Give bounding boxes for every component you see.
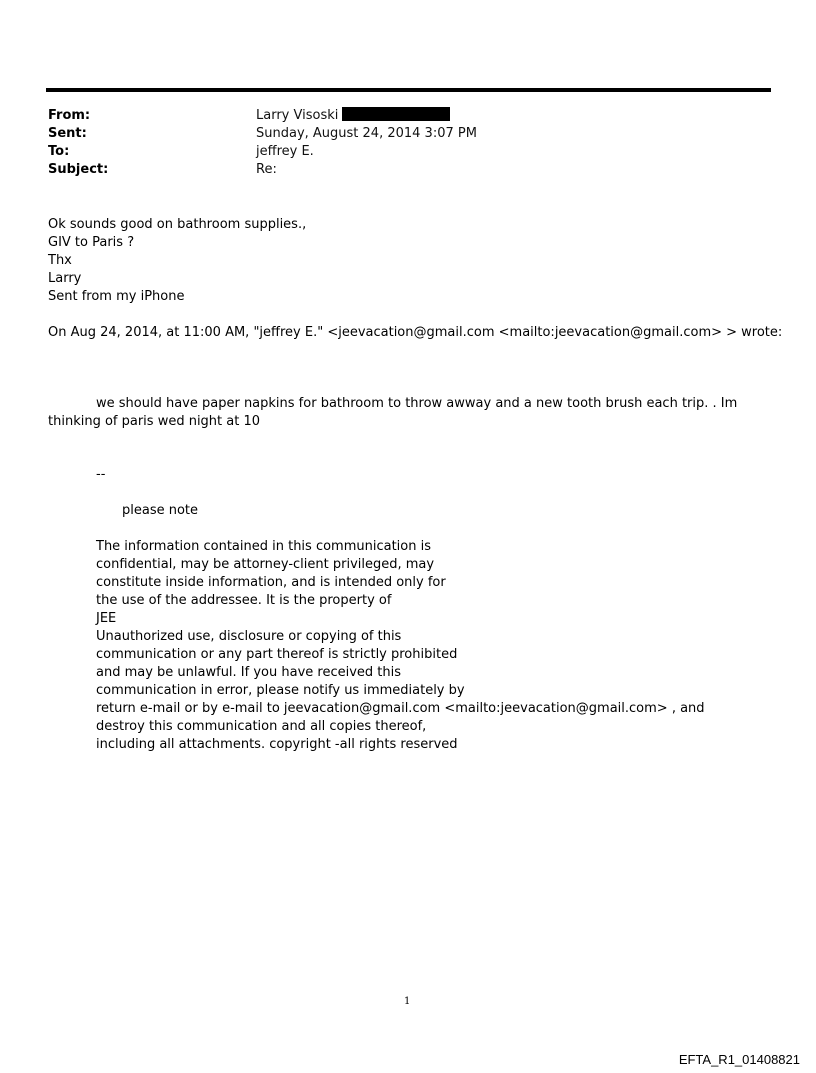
sent-label: Sent: — [48, 126, 87, 141]
disclaimer-line: confidential, may be attorney-client privileged, may — [96, 557, 435, 572]
disclaimer-line: communication in error, please notify us immediately by — [96, 683, 465, 698]
from-value — [256, 107, 450, 125]
from-label: From: — [48, 108, 91, 123]
disclaimer-line: JEE — [96, 611, 117, 626]
disclaimer-line: constitute inside information, and is intended only for — [96, 575, 446, 590]
disclaimer-line: Unauthorized use, disclosure or copying of this — [96, 629, 402, 644]
subject-label: Subject: — [48, 162, 109, 177]
disclaimer — [96, 538, 705, 754]
reply-body — [48, 216, 306, 306]
signature-separator: -- — [96, 467, 106, 482]
disclaimer-line: communication or any part thereof is strictly prohibited — [96, 647, 458, 662]
disclaimer-line: The information contained in this communication is — [96, 539, 431, 554]
header-rule — [46, 88, 771, 92]
reply-line: Larry — [48, 271, 82, 286]
please-note: please note — [122, 503, 199, 518]
reply-line: GIV to Paris ? — [48, 235, 135, 250]
to-label: To: — [48, 144, 70, 159]
quoted-message: we should have paper napkins for bathroom to throw awway and a new tooth brush each trip. . Im thinking of paris wed night at 10 — [48, 396, 738, 429]
subject-row — [48, 161, 477, 179]
disclaimer-line: including all attachments. copyright -all rights reserved — [96, 737, 458, 752]
quote-attribution: On Aug 24, 2014, at 11:00 AM, "jeffrey E." <jeevacation@gmail.com <mailto:jeevacation@gmail.com> > wrote: — [48, 325, 783, 340]
redaction-box — [342, 107, 450, 121]
reply-line: Thx — [48, 253, 72, 268]
email-header — [48, 107, 477, 179]
to-value: jeffrey E. — [256, 144, 314, 159]
sent-row — [48, 125, 477, 143]
disclaimer-line: destroy this communication and all copies thereof, — [96, 719, 427, 734]
page-number: 1 — [404, 996, 411, 1007]
disclaimer-line: and may be unlawful. If you have received this — [96, 665, 402, 680]
disclaimer-line: return e-mail or by e-mail to jeevacation@gmail.com <mailto:jeevacation@gmail.com> , and — [96, 701, 705, 716]
to-row — [48, 143, 477, 161]
from-row — [48, 107, 477, 125]
disclaimer-line: the use of the addressee. It is the property of — [96, 593, 392, 608]
sent-value: Sunday, August 24, 2014 3:07 PM — [256, 126, 477, 141]
sender-name: Larry Visoski — [256, 108, 339, 123]
reply-line: Ok sounds good on bathroom supplies., — [48, 217, 307, 232]
bates-number: EFTA_R1_01408821 — [678, 1052, 800, 1067]
reply-line: Sent from my iPhone — [48, 289, 185, 304]
subject-value: Re: — [256, 162, 277, 177]
